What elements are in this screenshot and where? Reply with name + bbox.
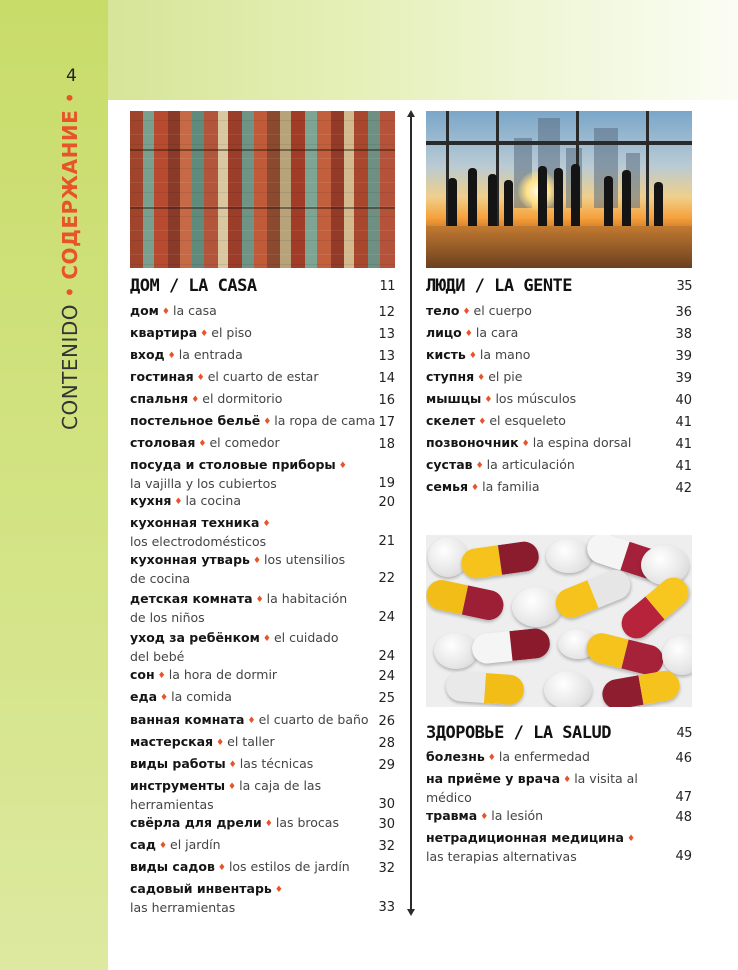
diamond-separator-icon: ♦: [228, 782, 237, 792]
toc-entry-page: 28: [378, 736, 395, 751]
diamond-separator-icon: ♦: [521, 439, 530, 449]
toc-entry[interactable]: [130, 302, 395, 321]
toc-entry-page: 42: [675, 481, 692, 496]
toc-entry-page: 12: [378, 305, 395, 320]
toc-entry-page: 21: [378, 534, 395, 549]
diamond-separator-icon: ♦: [274, 885, 283, 895]
toc-entry-page: 32: [378, 861, 395, 876]
toc-entry-page: 41: [675, 415, 692, 430]
toc-entry-es: la ropa de cama: [274, 413, 376, 428]
diamond-separator-icon: ♦: [174, 497, 183, 507]
toc-entry-es: la cocina: [185, 493, 241, 508]
toc-entry[interactable]: [426, 346, 692, 365]
toc-entry-page: 29: [378, 758, 395, 773]
toc-entry-es: los músculos: [495, 391, 577, 406]
toc-entry[interactable]: [130, 629, 395, 665]
toc-entry-page: 20: [378, 495, 395, 510]
diamond-separator-icon: ♦: [338, 461, 347, 471]
toc-entry-page: 24: [378, 669, 395, 684]
toc-entry-ru: сустав: [426, 457, 473, 472]
toc-entry-es: la entrada: [178, 347, 243, 362]
toc-entry-page: 17: [378, 415, 395, 430]
toc-entry-ru: гостиная: [130, 369, 194, 384]
diamond-separator-icon: ♦: [228, 760, 237, 770]
toc-entry[interactable]: [130, 733, 395, 752]
toc-entry-page: 26: [378, 714, 395, 729]
toc-entry-es: la visita al: [574, 771, 638, 786]
toc-entry-es-continued: de los niños: [130, 610, 205, 625]
toc-entry-es: el comedor: [209, 435, 280, 450]
toc-entry[interactable]: [130, 755, 395, 774]
toc-entry-page: 38: [675, 327, 692, 342]
toc-entry-ru: мастерская: [130, 734, 214, 749]
diamond-separator-icon: ♦: [464, 329, 473, 339]
toc-entry-page: 25: [378, 691, 395, 706]
toc-entry-page: 24: [378, 649, 395, 664]
toc-entry-es-continued: médico: [426, 790, 472, 805]
toc-entry-es: la lesión: [491, 808, 544, 823]
toc-entry-page: 40: [675, 393, 692, 408]
section-title-gente-text: ЛЮДИ / LA GENTE: [426, 276, 573, 296]
toc-entry-es-continued: las herramientas: [130, 900, 236, 915]
diamond-separator-icon: ♦: [252, 556, 262, 566]
toc-entry[interactable]: [426, 829, 692, 865]
toc-entry[interactable]: [130, 666, 395, 685]
spine-title-ru: СОДЕРЖАНИЕ: [58, 109, 82, 280]
toc-entry[interactable]: [426, 748, 692, 767]
diamond-separator-icon: ♦: [160, 693, 169, 703]
column-divider: [410, 116, 412, 910]
toc-entry-es: el cuarto de estar: [207, 369, 319, 384]
diamond-separator-icon: ♦: [477, 373, 486, 383]
toc-entry-ru: виды работы: [130, 756, 226, 771]
diamond-separator-icon: ♦: [262, 519, 271, 529]
diamond-separator-icon: ♦: [468, 351, 477, 361]
toc-entry-ru: еда: [130, 689, 158, 704]
toc-entry-es: la articulación: [486, 457, 575, 472]
toc-entry-es-continued: los electrodomésticos: [130, 534, 267, 549]
toc-entry[interactable]: [130, 412, 395, 431]
section-title-salud[interactable]: [426, 723, 692, 743]
toc-entry-ru: мышцы: [426, 391, 482, 406]
toc-entry-page: 47: [675, 790, 692, 805]
toc-entry[interactable]: [426, 807, 692, 826]
toc-entry-page: 30: [378, 797, 395, 812]
diamond-separator-icon: ♦: [196, 373, 205, 383]
toc-entry-page: 16: [378, 393, 395, 408]
diamond-separator-icon: ♦: [487, 753, 496, 763]
toc-entry-ru: посуда и столовые приборы: [130, 457, 336, 472]
diamond-separator-icon: ♦: [161, 307, 170, 317]
toc-entry-ru: кухня: [130, 493, 172, 508]
section-title-casa-text: ДОМ / LA CASA: [130, 276, 257, 296]
toc-entry-ru: ванная комната: [130, 712, 245, 727]
section-title-salud-text: ЗДОРОВЬЕ / LA SALUD: [426, 723, 611, 743]
toc-entry[interactable]: [426, 770, 692, 806]
toc-entry[interactable]: [130, 390, 395, 409]
toc-entry-es: la enfermedad: [498, 749, 590, 764]
toc-entry-page: 24: [378, 610, 395, 625]
toc-entry-es: la espina dorsal: [532, 435, 632, 450]
business-people-image: [426, 111, 692, 268]
diamond-separator-icon: ♦: [475, 461, 484, 471]
toc-entry-page: 30: [378, 817, 395, 832]
toc-entry-ru: детская комната: [130, 591, 253, 606]
toc-entry-es-continued: las terapias alternativas: [426, 849, 577, 864]
diamond-separator-icon: ♦: [247, 716, 256, 726]
toc-entry-ru: кисть: [426, 347, 466, 362]
toc-entry-ru: дом: [130, 303, 159, 318]
diamond-separator-icon: ♦: [217, 863, 226, 873]
toc-entry-es: las técnicas: [239, 756, 314, 771]
toc-entry-ru: инструменты: [130, 778, 226, 793]
toc-entry-page: 13: [378, 327, 395, 342]
diamond-separator-icon: ♦: [484, 395, 493, 405]
toc-entry-ru: тело: [426, 303, 460, 318]
diamond-separator-icon: ♦: [480, 812, 489, 822]
toc-entry[interactable]: [130, 492, 395, 511]
toc-entry[interactable]: [130, 858, 395, 877]
toc-entry-page: 41: [675, 437, 692, 452]
toc-entry-page: 18: [378, 437, 395, 452]
toc-entry[interactable]: [426, 456, 692, 475]
toc-entry[interactable]: [426, 368, 692, 387]
diamond-separator-icon: ♦: [262, 634, 271, 644]
section-page-casa: 11: [379, 279, 395, 294]
toc-entry[interactable]: [130, 777, 395, 813]
diamond-separator-icon: ♦: [471, 483, 480, 493]
toc-entry-ru: уход за ребёнком: [130, 630, 260, 645]
diamond-separator-icon: ♦: [191, 395, 200, 405]
toc-entry[interactable]: [130, 590, 395, 626]
toc-entry-ru: свёрла для дрели: [130, 815, 262, 830]
toc-entry-ru: позвоночник: [426, 435, 519, 450]
toc-entry-es: el dormitorio: [202, 391, 283, 406]
toc-entry-es: la habitación: [266, 591, 348, 606]
toc-entry-es: los utensilios: [264, 552, 346, 567]
toc-entry-es: la mano: [479, 347, 531, 362]
spine-dot-end: •: [58, 91, 82, 104]
wood-planks-image: [130, 111, 395, 268]
diamond-separator-icon: ♦: [462, 307, 471, 317]
toc-entry-es-continued: del bebé: [130, 649, 185, 664]
toc-entry-page: 39: [675, 371, 692, 386]
diamond-separator-icon: ♦: [255, 595, 264, 605]
toc-entry-es: el esqueleto: [489, 413, 566, 428]
toc-entry-ru: квартира: [130, 325, 198, 340]
diamond-separator-icon: ♦: [478, 417, 487, 427]
toc-entry-page: 36: [675, 305, 692, 320]
toc-entry[interactable]: [130, 688, 395, 707]
toc-entry-es: los estilos de jardín: [228, 859, 350, 874]
toc-entry-es: la familia: [482, 479, 540, 494]
toc-entry-ru: ступня: [426, 369, 475, 384]
toc-entry[interactable]: [426, 302, 692, 321]
toc-entry[interactable]: [426, 324, 692, 343]
diamond-separator-icon: ♦: [263, 417, 272, 427]
toc-entry-es: la caja de las: [239, 778, 322, 793]
toc-entry-ru: столовая: [130, 435, 196, 450]
toc-entry-ru: нетрадиционная медицина: [426, 830, 624, 845]
toc-entry-es: el cuarto de baño: [258, 712, 369, 727]
section-page-salud: 45: [676, 726, 692, 741]
toc-entry-es: el pie: [488, 369, 523, 384]
toc-entry[interactable]: [130, 368, 395, 387]
toc-entry[interactable]: [130, 346, 395, 365]
toc-entry-page: 49: [675, 849, 692, 864]
toc-entry-es: las brocas: [275, 815, 339, 830]
toc-entry-es: la cara: [475, 325, 519, 340]
toc-entry-es: la hora de dormir: [168, 667, 278, 682]
toc-entry[interactable]: [130, 836, 395, 855]
page-number: 4: [66, 66, 77, 86]
toc-entry-page: 19: [378, 476, 395, 491]
toc-entry[interactable]: [426, 390, 692, 409]
diamond-separator-icon: ♦: [216, 738, 225, 748]
toc-entry[interactable]: [130, 324, 395, 343]
toc-entry-page: 14: [378, 371, 395, 386]
diamond-separator-icon: ♦: [563, 775, 572, 785]
section-title-gente[interactable]: [426, 276, 692, 296]
toc-entry-es: el jardín: [170, 837, 221, 852]
toc-entry[interactable]: [426, 478, 692, 497]
toc-entry-ru: лицо: [426, 325, 462, 340]
toc-entry-page: 46: [675, 751, 692, 766]
toc-entry-ru: спальня: [130, 391, 189, 406]
toc-entry-ru: виды садов: [130, 859, 215, 874]
toc-entry-es: el cuidado: [273, 630, 339, 645]
toc-entry-ru: сад: [130, 837, 156, 852]
toc-entry[interactable]: [130, 551, 395, 587]
toc-entry[interactable]: [426, 434, 692, 453]
toc-entry-ru: кухонная техника: [130, 515, 260, 530]
toc-entry[interactable]: [130, 514, 395, 550]
spine-title-es: CONTENIDO: [58, 303, 82, 430]
diamond-separator-icon: ♦: [200, 329, 209, 339]
toc-entry-es-continued: la vajilla y los cubiertos: [130, 476, 277, 491]
toc-entry-page: 22: [378, 571, 395, 586]
pills-image: [426, 535, 692, 707]
side-band: [0, 0, 108, 970]
top-band: [0, 0, 738, 100]
toc-entry[interactable]: [130, 434, 395, 453]
toc-entry-ru: кухонная утварь: [130, 552, 250, 567]
toc-entry-es: la comida: [171, 689, 232, 704]
section-title-casa[interactable]: [130, 276, 395, 296]
toc-entry-page: 33: [378, 900, 395, 915]
spine-dot: •: [58, 285, 82, 298]
toc-entry[interactable]: [130, 456, 395, 492]
toc-entry-ru: вход: [130, 347, 165, 362]
toc-entry[interactable]: [426, 412, 692, 431]
toc-entry-ru: садовый инвентарь: [130, 881, 272, 896]
toc-entry-ru: сон: [130, 667, 155, 682]
toc-entry-page: 41: [675, 459, 692, 474]
diamond-separator-icon: ♦: [626, 834, 636, 844]
toc-entry-es-continued: herramientas: [130, 797, 214, 812]
toc-entry[interactable]: [130, 814, 395, 833]
diamond-separator-icon: ♦: [198, 439, 207, 449]
diamond-separator-icon: ♦: [157, 671, 166, 681]
toc-entry[interactable]: [130, 711, 395, 730]
toc-entry-es: la casa: [172, 303, 217, 318]
diamond-separator-icon: ♦: [158, 841, 168, 851]
toc-entry-page: 48: [675, 810, 692, 825]
toc-entry-ru: семья: [426, 479, 469, 494]
toc-entry[interactable]: [130, 880, 395, 916]
toc-entry-es: el piso: [211, 325, 252, 340]
diamond-separator-icon: ♦: [167, 351, 176, 361]
toc-entry-page: 32: [378, 839, 395, 854]
toc-entry-es-continued: de cocina: [130, 571, 191, 586]
toc-entry-ru: на приёме у врача: [426, 771, 561, 786]
section-page-gente: 35: [676, 279, 692, 294]
toc-entry-ru: скелет: [426, 413, 476, 428]
toc-entry-page: 13: [378, 349, 395, 364]
diamond-separator-icon: ♦: [264, 819, 273, 829]
toc-entry-page: 39: [675, 349, 692, 364]
toc-entry-es: el taller: [227, 734, 275, 749]
toc-entry-ru: постельное бельё: [130, 413, 261, 428]
toc-entry-es: el cuerpo: [473, 303, 532, 318]
toc-entry-ru: болезнь: [426, 749, 485, 764]
toc-entry-ru: травма: [426, 808, 478, 823]
spine-title: [58, 85, 82, 430]
